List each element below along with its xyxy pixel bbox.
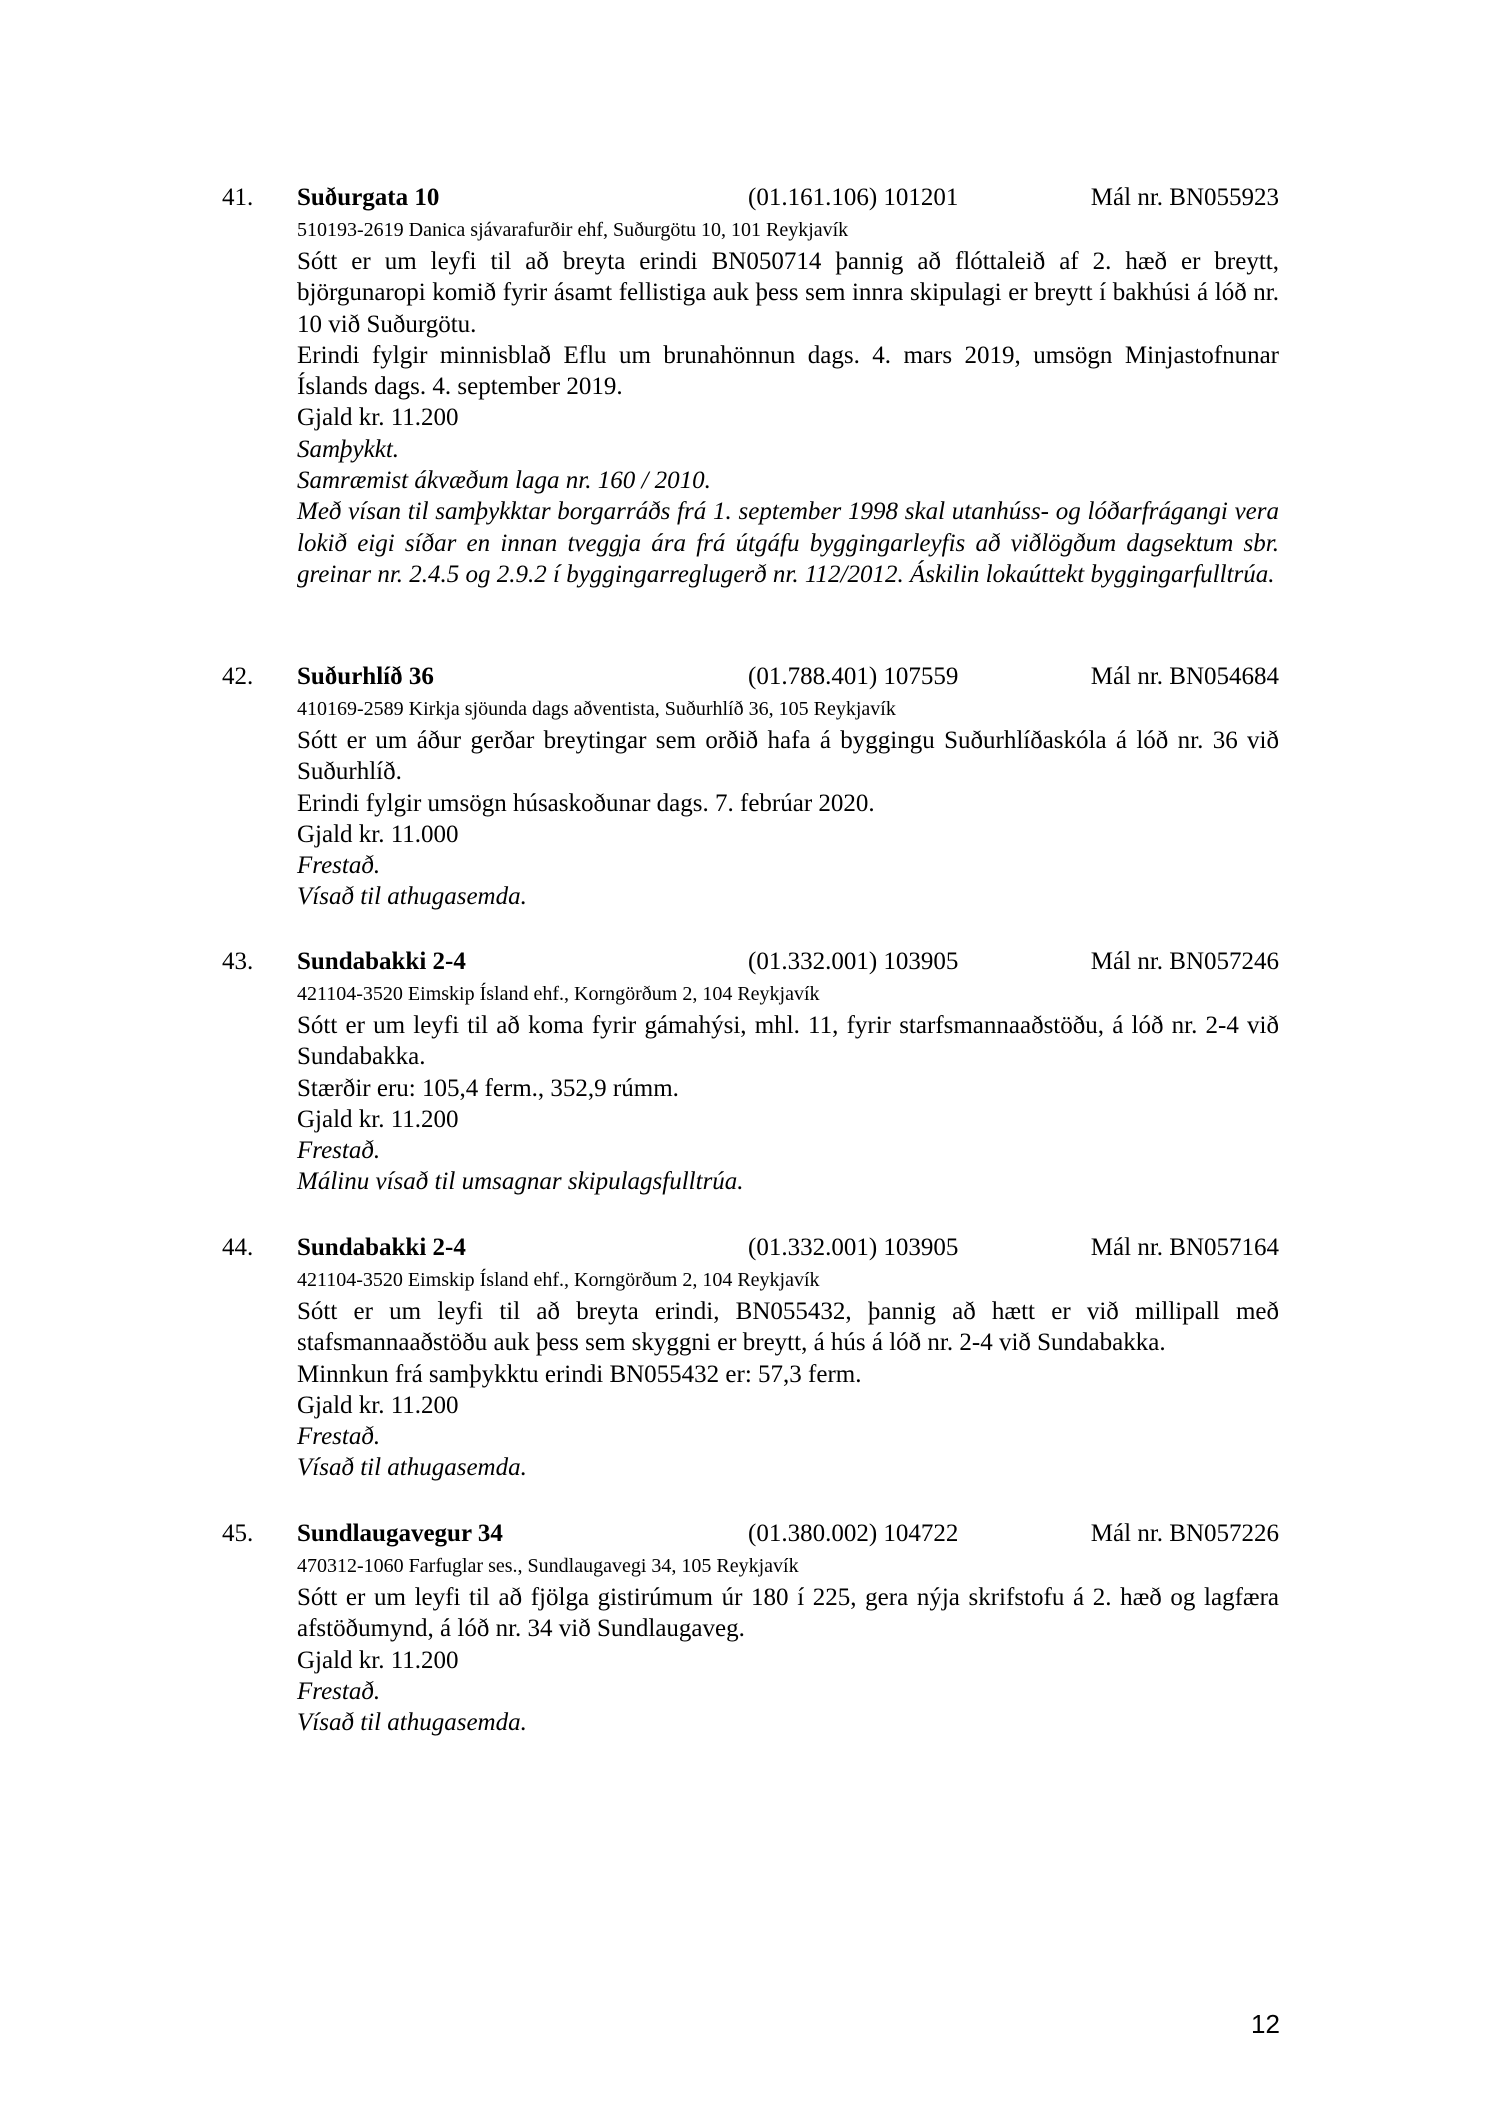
entry-description: Sótt er um áður gerðar breytingar sem orðið hafa á byggingu Suðurhlíðaskóla á lóð nr. 36 við Suðurhlíð. bbox=[297, 727, 1279, 786]
entry-case-number: Mál nr. BN057164 bbox=[1090, 1234, 1279, 1261]
page-number: 12 bbox=[1251, 2009, 1280, 2039]
entry-attachment: Minnkun frá samþykktu erindi BN055432 er: 57,3 ferm. bbox=[297, 1360, 862, 1388]
entry-reference: (01.332.001) 103905 bbox=[748, 1234, 959, 1261]
entry-description: Sótt er um leyfi til að koma fyrir gámahýsi, mhl. 11, fyrir starfsmannaaðstöðu, á lóð nr. 2-4 við Sundabakka. bbox=[297, 1012, 1279, 1071]
entry-number: 45. bbox=[222, 1520, 254, 1547]
entry-description: Sótt er um leyfi til að breyta erindi, BN055432, þannig að hætt er við millipall með stafsmannaaðstöðu auk þess sem skyggni er breytt, á hús á lóð nr. 2-4 við Sundabakka. bbox=[297, 1298, 1279, 1357]
entry-reference: (01.788.401) 107559 bbox=[748, 663, 959, 690]
entry-body bbox=[297, 246, 1279, 590]
entry-attachment: Erindi fylgir umsögn húsaskoðunar dags. 7. febrúar 2020. bbox=[297, 789, 875, 817]
entry-title: Sundlaugavegur 34 bbox=[297, 1520, 503, 1547]
entry-decision: Frestað. bbox=[297, 1423, 381, 1451]
entry-body bbox=[297, 1010, 1279, 1198]
entry-fee: Gjald kr. 11.200 bbox=[297, 404, 459, 432]
entry-fee: Gjald kr. 11.200 bbox=[297, 1391, 459, 1419]
entry-note: Málinu vísað til umsagnar skipulagsfulltrúa. bbox=[297, 1168, 744, 1196]
entry-attachment: Erindi fylgir minnisblað Eflu um brunahönnun dags. 4. mars 2019, umsögn Minjastofnunar Íslands dags. 4. september 2019. bbox=[297, 341, 1279, 401]
entry-number: 41. bbox=[222, 184, 254, 211]
entry-decision: Frestað. bbox=[297, 852, 381, 880]
entry-case-number: Mál nr. BN057226 bbox=[1090, 1520, 1279, 1547]
entry-number: 42. bbox=[222, 663, 254, 690]
entry-number: 43. bbox=[222, 948, 254, 975]
entry-reference: (01.332.001) 103905 bbox=[748, 948, 959, 975]
entry-note: Með vísan til samþykktar borgarráðs frá 1. september 1998 skal utanhúss- og lóðarfrágangi vera lokið eigi síðar en innan tveggja ára frá útgáfu byggingarleyfis að viðlögðum dagsektum sbr. greinar nr. 2.4.5 og 2.9.2 í byggingarreglugerð nr. 112/2012. Áskilin lokaúttekt byggingarfulltrúa. bbox=[297, 498, 1279, 588]
entry-title: Suðurgata 10 bbox=[297, 184, 440, 211]
entry-decision: Frestað. bbox=[297, 1137, 381, 1165]
entry-applicant: 421104-3520 Eimskip Ísland ehf., Korngörðum 2, 104 Reykjavík bbox=[297, 983, 820, 1005]
entry-case-number: Mál nr. BN054684 bbox=[1090, 663, 1279, 690]
entry-title: Sundabakki 2-4 bbox=[297, 1234, 466, 1261]
entry-fee: Gjald kr. 11.200 bbox=[297, 1105, 459, 1133]
entry-body bbox=[297, 1582, 1279, 1738]
entry-number: 44. bbox=[222, 1234, 254, 1261]
entry-applicant: 510193-2619 Danica sjávarafurðir ehf, Suðurgötu 10, 101 Reykjavík bbox=[297, 219, 849, 241]
entry-note: Vísað til athugasemda. bbox=[297, 883, 527, 911]
entry-note: Vísað til athugasemda. bbox=[297, 1454, 527, 1482]
entry-fee: Gjald kr. 11.200 bbox=[297, 1646, 459, 1674]
entry-body bbox=[297, 725, 1279, 913]
entry-decision: Frestað. bbox=[297, 1677, 381, 1705]
entry-reference: (01.380.002) 104722 bbox=[748, 1520, 959, 1547]
entry-applicant: 410169-2589 Kirkja sjöunda dags aðventista, Suðurhlíð 36, 105 Reykjavík bbox=[297, 698, 896, 720]
entry-applicant: 421104-3520 Eimskip Ísland ehf., Korngörðum 2, 104 Reykjavík bbox=[297, 1269, 820, 1291]
entry-description: Sótt er um leyfi til að fjölga gistirúmum úr 180 í 225, gera nýja skrifstofu á 2. hæð og lagfæra afstöðumynd, á lóð nr. 34 við Sundlaugaveg. bbox=[297, 1584, 1279, 1643]
entry-description: Sótt er um leyfi til að breyta erindi BN050714 þannig að flóttaleið af 2. hæð er breytt, björgunaropi komið fyrir ásamt fellistiga auk þess sem innra skipulagi er breytt í bakhúsi á lóð nr. 10 við Suðurgötu. bbox=[297, 248, 1279, 338]
entry-case-number: Mál nr. BN057246 bbox=[1090, 948, 1279, 975]
entry-title: Sundabakki 2-4 bbox=[297, 948, 466, 975]
entry-attachment: Stærðir eru: 105,4 ferm., 352,9 rúmm. bbox=[297, 1074, 679, 1102]
entry-fee: Gjald kr. 11.000 bbox=[297, 820, 459, 848]
entry-note: Vísað til athugasemda. bbox=[297, 1709, 527, 1737]
entry-note: Samræmist ákvæðum laga nr. 160 / 2010. bbox=[297, 467, 711, 495]
entry-body bbox=[297, 1296, 1279, 1484]
entry-case-number: Mál nr. BN055923 bbox=[1090, 184, 1279, 211]
entry-reference: (01.161.106) 101201 bbox=[748, 184, 959, 211]
entry-decision: Samþykkt. bbox=[297, 435, 400, 463]
entry-applicant: 470312-1060 Farfuglar ses., Sundlaugavegi 34, 105 Reykjavík bbox=[297, 1555, 799, 1577]
entry-title: Suðurhlíð 36 bbox=[297, 663, 434, 690]
